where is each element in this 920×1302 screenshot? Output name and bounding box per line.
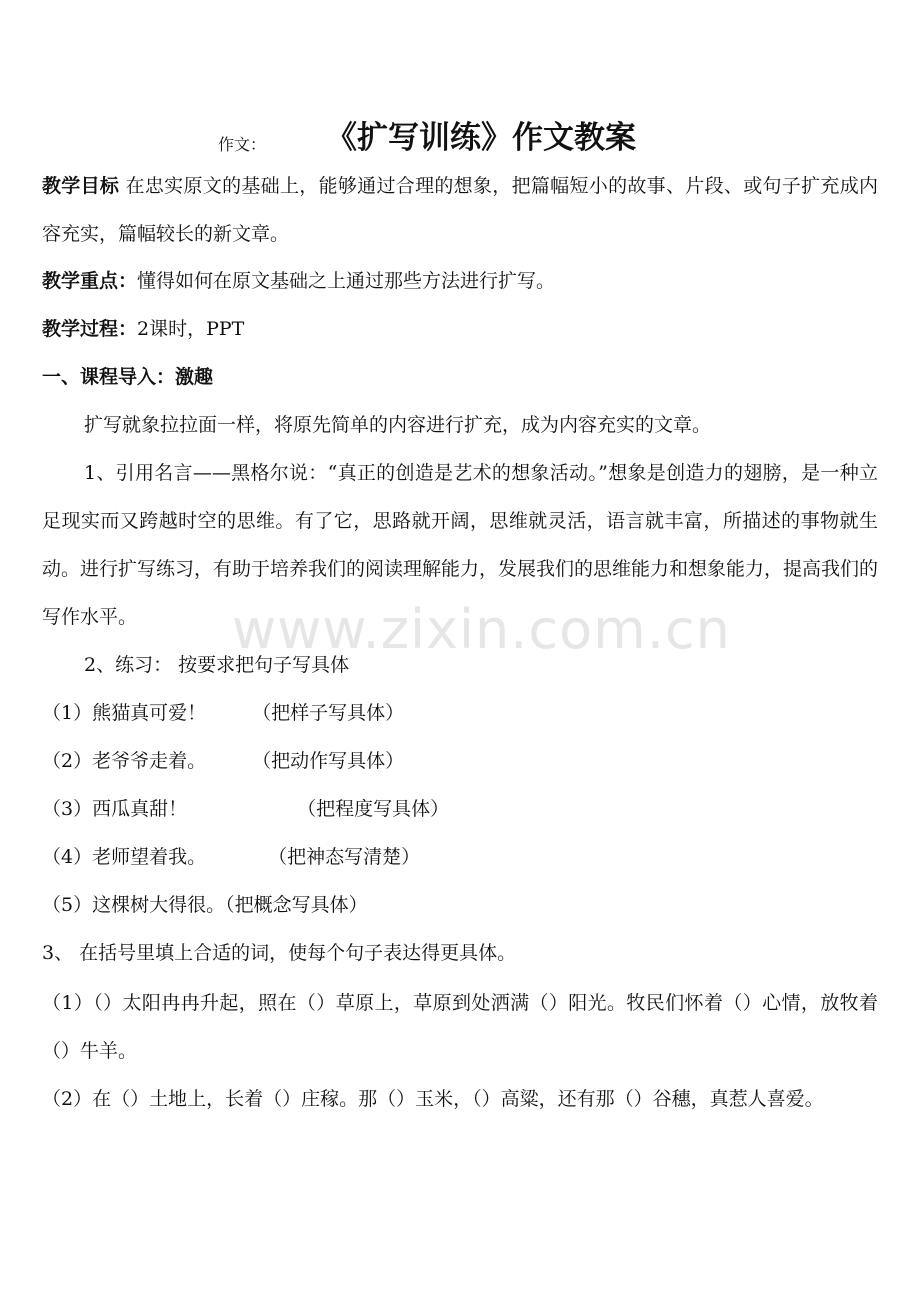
exercise-item-4 [42, 833, 878, 881]
section3-item-2: （2）在（）土地上，长着（）庄稼。那（）玉米，（）高粱，还有那（）谷穗，真惹人喜爱。 [42, 1088, 824, 1110]
process-label: 教学过程： [42, 318, 138, 340]
zuowen-label: 作文： [218, 135, 267, 154]
key-points-label: 教学重点： [42, 270, 138, 292]
exercise-sentence: （1）熊猫真可爱！ [42, 702, 207, 724]
process-paragraph [42, 305, 878, 353]
exercise-item-1 [42, 689, 878, 737]
exercise-hint: （把概念写具体） [225, 894, 368, 916]
exercise-item-5 [42, 881, 878, 929]
exercise-hint: （把样子写具体） [252, 702, 405, 724]
watermark: www.zixin.com.cn [232, 598, 731, 661]
key-points-paragraph [42, 257, 878, 305]
section3-heading: 3、 在括号里填上合适的词，使每个句子表达得更具体。 [42, 942, 517, 964]
process-text: 2课时，PPT [137, 318, 245, 340]
exercise-hint: （把程度写具体） [297, 798, 450, 820]
exercise-heading: 2、练习： 按要求把句子写具体 [84, 654, 350, 676]
objectives-label: 教学目标 [42, 175, 120, 197]
exercise-item-3 [42, 785, 878, 833]
section3-item-1: （1）（）太阳冉冉升起，照在（）草原上，草原到处洒满（）阳光。牧民们怀着（）心情，放牧着（）牛羊。 [42, 992, 878, 1062]
exercise-sentence: （3）西瓜真甜！ [42, 798, 188, 820]
objectives-text: 在忠实原文的基础上，能够通过合理的想象，把篇幅短小的故事、片段、或句子扩充成内容充实，篇幅较长的新文章。 [42, 175, 878, 245]
key-points-text: 懂得如何在原文基础之上通过那些方法进行扩写。 [137, 270, 556, 292]
exercise-hint: （把动作写具体） [252, 750, 405, 772]
section1-heading: 一、课程导入：激趣 [42, 366, 214, 388]
exercise-item-2 [42, 737, 878, 785]
section1-intro: 扩写就象拉拉面一样，将原先简单的内容进行扩充，成为内容充实的文章。 [84, 414, 712, 436]
title-row [0, 112, 920, 164]
exercise-sentence: （2）老爷爷走着。 [42, 750, 207, 772]
section1-quote-paragraph: 1、引用名言——黑格尔说：“真正的创造是艺术的想象活动。”想象是创造力的翅膀，是一种立足现实而又跨越时空的思维。有了它，思路就开阔，思维就灵活，语言就丰富，所描述的事物就生动。进行扩写练习，有助于培养我们的阅读理解能力，发展我们的思维能力和想象能力，提高我们的写作水平。 [42, 462, 879, 628]
exercise-hint: （把神态写清楚） [268, 846, 421, 868]
objectives-paragraph [42, 162, 878, 258]
exercise-sentence: （5）这棵树大得很。 [42, 894, 226, 916]
exercise-sentence: （4）老师望着我。 [42, 846, 207, 868]
document-title: 《扩写训练》作文教案 [326, 120, 636, 156]
